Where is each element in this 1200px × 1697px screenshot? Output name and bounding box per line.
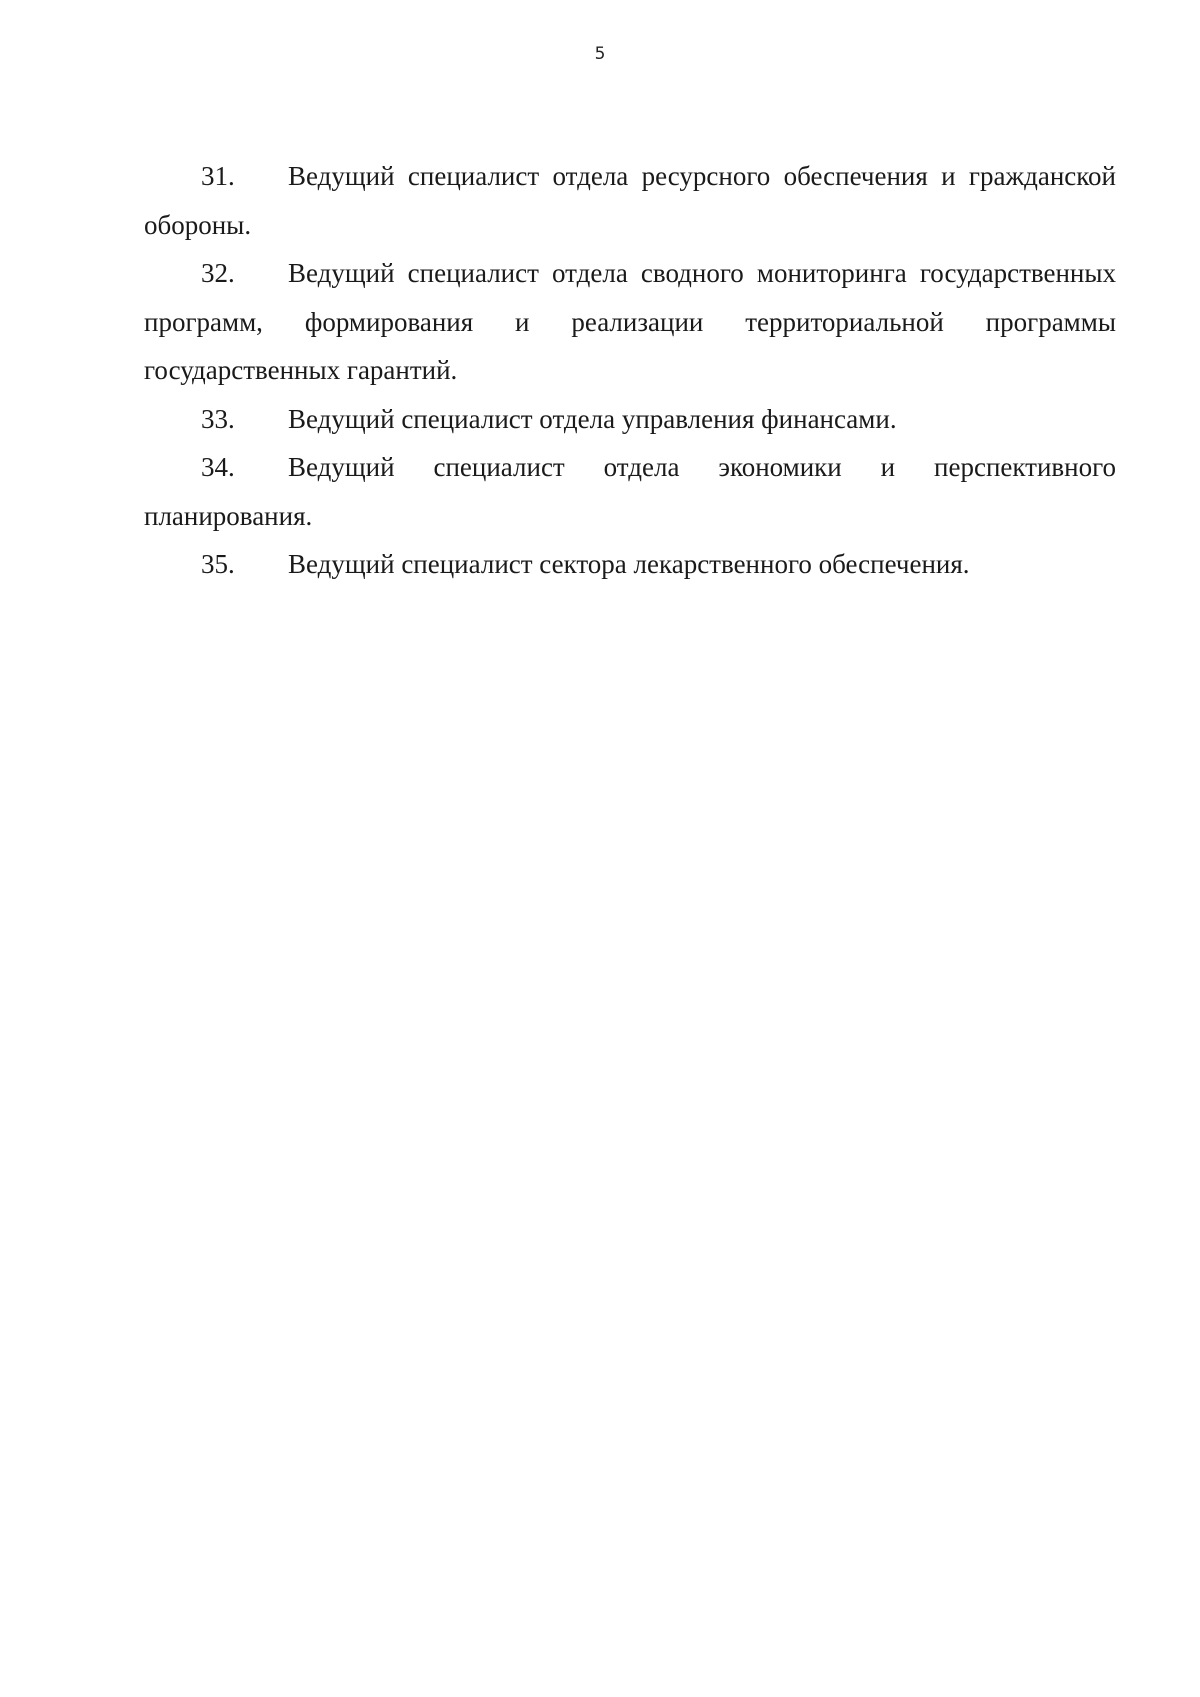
item-number: 34. bbox=[201, 452, 235, 482]
item-text: Ведущий специалист отдела сводного мониторинга государственных программ, формирования и реализации территориальной программы государственных гарантий. bbox=[144, 258, 1116, 385]
page-number: 5 bbox=[594, 44, 606, 64]
list-item bbox=[144, 395, 1116, 444]
list-item bbox=[144, 249, 1116, 395]
item-number: 32. bbox=[201, 258, 235, 288]
list-item bbox=[144, 152, 1116, 249]
item-number: 35. bbox=[201, 549, 235, 579]
item-text: Ведущий специалист отдела ресурсного обеспечения и гражданской обороны. bbox=[144, 161, 1116, 240]
document-body bbox=[144, 152, 1116, 589]
item-text: Ведущий специалист сектора лекарственного обеспечения. bbox=[288, 549, 970, 579]
item-number: 31. bbox=[201, 161, 235, 191]
list-item bbox=[144, 443, 1116, 540]
item-number: 33. bbox=[201, 403, 235, 434]
item-text: Ведущий специалист отдела управления финансами. bbox=[288, 403, 897, 434]
item-text: Ведущий специалист отдела экономики и перспективного планирования. bbox=[144, 452, 1116, 531]
list-item bbox=[144, 540, 1116, 589]
